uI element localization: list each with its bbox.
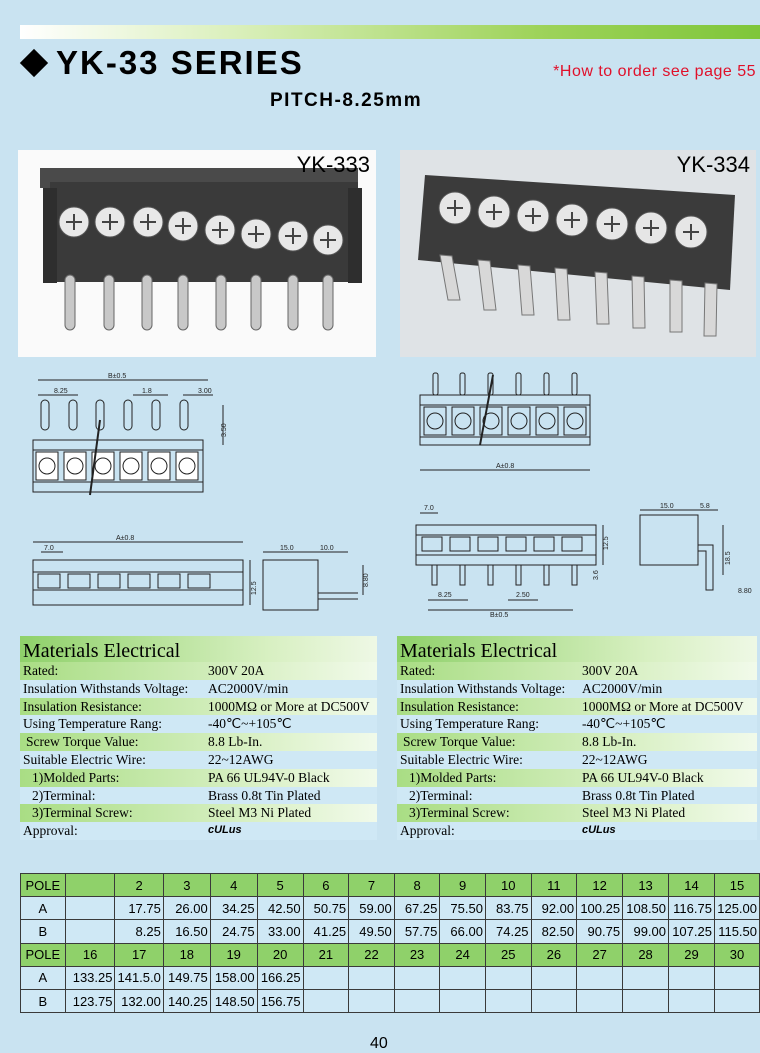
spec-row: Screw Torque Value: 8.8 Lb-In. bbox=[397, 733, 757, 751]
table-cell: 107.25 bbox=[669, 920, 715, 943]
row-header: B bbox=[21, 989, 66, 1012]
table-cell: 74.25 bbox=[485, 920, 531, 943]
table-cell: 4 bbox=[210, 874, 257, 897]
table-cell bbox=[349, 966, 395, 989]
spec-panel-yk334 bbox=[397, 636, 757, 840]
dim-25-334: 2.50 bbox=[516, 592, 530, 599]
table-cell bbox=[577, 989, 623, 1012]
table-cell: 8.25 bbox=[115, 920, 163, 943]
table-cell: 156.75 bbox=[257, 989, 303, 1012]
table-cell: 166.25 bbox=[257, 966, 303, 989]
spec-row: Rated: 300V 20A bbox=[397, 662, 757, 680]
table-cell bbox=[65, 920, 115, 943]
spec-row: Using Temperature Rang: -40℃~+105℃ bbox=[397, 715, 757, 733]
dim-88: 8.80 bbox=[363, 573, 370, 587]
table-cell: 83.75 bbox=[485, 897, 531, 920]
table-cell: 59.00 bbox=[349, 897, 395, 920]
table-cell: 3 bbox=[163, 874, 210, 897]
table-cell bbox=[669, 989, 715, 1012]
photo-yk333 bbox=[18, 150, 376, 357]
table-cell: 15 bbox=[714, 874, 759, 897]
technical-drawing-yk334 bbox=[398, 365, 758, 620]
dim-pitch-334: 8.25 bbox=[438, 592, 452, 599]
table-row bbox=[21, 897, 760, 920]
table-cell bbox=[485, 966, 531, 989]
table-cell: 14 bbox=[669, 874, 715, 897]
table-cell: 82.50 bbox=[531, 920, 577, 943]
table-cell: 27 bbox=[577, 943, 623, 966]
table-cell: 149.75 bbox=[163, 966, 210, 989]
table-cell: 29 bbox=[669, 943, 715, 966]
table-cell: 158.00 bbox=[210, 966, 257, 989]
table-cell bbox=[577, 966, 623, 989]
table-cell bbox=[303, 989, 349, 1012]
table-cell: 133.25 bbox=[65, 966, 115, 989]
table-cell: 125.00 bbox=[714, 897, 759, 920]
row-header: A bbox=[21, 966, 66, 989]
table-cell: 99.00 bbox=[623, 920, 669, 943]
table-cell: 7 bbox=[349, 874, 395, 897]
dim-b-334: B±0.5 bbox=[490, 612, 509, 619]
table-cell: 19 bbox=[210, 943, 257, 966]
technical-drawing-yk333 bbox=[18, 365, 378, 620]
spec-row: Suitable Electric Wire: 22~12AWG bbox=[397, 751, 757, 769]
spec-row: 1)Molded Parts: PA 66 UL94V-0 Black bbox=[397, 769, 757, 787]
table-cell: 10 bbox=[485, 874, 531, 897]
dim-a: A±0.8 bbox=[116, 535, 135, 542]
dim-88-334: 8.80 bbox=[738, 588, 752, 595]
table-cell: 34.25 bbox=[210, 897, 257, 920]
dim-150-334: 15.0 bbox=[660, 503, 674, 510]
spec-row: 2)Terminal: Brass 0.8t Tin Plated bbox=[20, 787, 377, 805]
table-cell: 11 bbox=[531, 874, 577, 897]
table-cell: 26.00 bbox=[163, 897, 210, 920]
table-cell bbox=[440, 989, 486, 1012]
table-cell: 2 bbox=[115, 874, 163, 897]
table-row bbox=[21, 966, 760, 989]
spec-row: Insulation Resistance: 1000MΩ or More at DC500V bbox=[397, 698, 757, 716]
table-cell: 6 bbox=[303, 874, 349, 897]
page-number: 40 bbox=[370, 1035, 388, 1052]
pitch-heading: PITCH-8.25mm bbox=[270, 90, 423, 111]
table-cell bbox=[714, 989, 759, 1012]
table-cell: 148.50 bbox=[210, 989, 257, 1012]
table-cell: 16 bbox=[65, 943, 115, 966]
row-header: POLE bbox=[21, 874, 66, 897]
table-cell: 50.75 bbox=[303, 897, 349, 920]
table-row bbox=[21, 943, 760, 966]
table-row bbox=[21, 989, 760, 1012]
table-cell: 42.50 bbox=[257, 897, 303, 920]
table-cell: 21 bbox=[303, 943, 349, 966]
spec-row: 3)Terminal Screw: Steel M3 Ni Plated bbox=[397, 804, 757, 822]
table-cell: 26 bbox=[531, 943, 577, 966]
diamond-bullet-icon bbox=[20, 49, 48, 77]
spec-row: Insulation Withstands Voltage: AC2000V/min bbox=[20, 680, 377, 698]
dim-pitch: 8.25 bbox=[54, 388, 68, 395]
table-cell bbox=[714, 966, 759, 989]
table-cell: 18 bbox=[163, 943, 210, 966]
spec-row: Insulation Resistance: 1000MΩ or More at DC500V bbox=[20, 698, 377, 716]
table-cell: 28 bbox=[623, 943, 669, 966]
table-cell: 116.75 bbox=[669, 897, 715, 920]
spec-title: Materials Electrical bbox=[397, 636, 757, 662]
order-note: *How to order see page 55 bbox=[553, 63, 756, 80]
ul-approval-icon: cULus bbox=[582, 824, 616, 837]
row-header: B bbox=[21, 920, 66, 943]
table-cell: 24.75 bbox=[210, 920, 257, 943]
table-cell: 141.5.0 bbox=[115, 966, 163, 989]
dim-125-334: 12.5 bbox=[603, 536, 610, 550]
terminal-block-photo-yk334 bbox=[400, 150, 756, 357]
table-cell bbox=[394, 989, 440, 1012]
table-cell bbox=[303, 966, 349, 989]
table-cell bbox=[440, 966, 486, 989]
table-cell: 33.00 bbox=[257, 920, 303, 943]
table-cell: 132.00 bbox=[115, 989, 163, 1012]
table-cell bbox=[669, 966, 715, 989]
table-cell: 90.75 bbox=[577, 920, 623, 943]
dim-185-334: 18.5 bbox=[725, 551, 732, 565]
pole-dimension-table bbox=[20, 873, 760, 1013]
photo-yk334 bbox=[400, 150, 756, 357]
photo-label-yk334: YK-334 bbox=[676, 152, 750, 177]
table-cell: 100.25 bbox=[577, 897, 623, 920]
table-cell: 8 bbox=[394, 874, 440, 897]
table-cell: 9 bbox=[440, 874, 486, 897]
dim-a-334: A±0.8 bbox=[496, 463, 515, 470]
table-row bbox=[21, 874, 760, 897]
spec-title: Materials Electrical bbox=[20, 636, 377, 662]
table-cell bbox=[623, 966, 669, 989]
dim-70: 7.0 bbox=[44, 545, 54, 552]
table-cell bbox=[485, 989, 531, 1012]
dim-35: 3.50 bbox=[221, 423, 228, 437]
dim-b: B±0.5 bbox=[108, 373, 127, 380]
photo-label-yk333: YK-333 bbox=[296, 152, 370, 177]
table-cell: 57.75 bbox=[394, 920, 440, 943]
table-cell bbox=[65, 897, 115, 920]
table-cell: 75.50 bbox=[440, 897, 486, 920]
table-cell: 13 bbox=[623, 874, 669, 897]
table-cell: 30 bbox=[714, 943, 759, 966]
spec-row: Using Temperature Rang: -40℃~+105℃ bbox=[20, 715, 377, 733]
table-cell: 25 bbox=[485, 943, 531, 966]
table-cell: 16.50 bbox=[163, 920, 210, 943]
spec-panel-yk333 bbox=[20, 636, 377, 840]
table-cell: 41.25 bbox=[303, 920, 349, 943]
table-cell bbox=[623, 989, 669, 1012]
table-cell: 140.25 bbox=[163, 989, 210, 1012]
table-cell: 5 bbox=[257, 874, 303, 897]
table-cell: 115.50 bbox=[714, 920, 759, 943]
table-cell: 66.00 bbox=[440, 920, 486, 943]
ul-approval-icon: cULus bbox=[208, 824, 242, 837]
table-cell: 17 bbox=[115, 943, 163, 966]
spec-row: Approval: cULus bbox=[397, 822, 757, 840]
spec-row: Suitable Electric Wire: 22~12AWG bbox=[20, 751, 377, 769]
spec-row: Rated: 300V 20A bbox=[20, 662, 377, 680]
table-cell: 17.75 bbox=[115, 897, 163, 920]
dim-58-334: 5.8 bbox=[700, 503, 710, 510]
table-cell: 24 bbox=[440, 943, 486, 966]
table-cell: 20 bbox=[257, 943, 303, 966]
table-cell: 92.00 bbox=[531, 897, 577, 920]
spec-row: 2)Terminal: Brass 0.8t Tin Plated bbox=[397, 787, 757, 805]
table-cell: 123.75 bbox=[65, 989, 115, 1012]
dim-36-334: 3.6 bbox=[593, 570, 600, 580]
table-cell bbox=[394, 966, 440, 989]
dim-150: 15.0 bbox=[280, 545, 294, 552]
spec-row: 1)Molded Parts: PA 66 UL94V-0 Black bbox=[20, 769, 377, 787]
row-header: A bbox=[21, 897, 66, 920]
table-cell bbox=[65, 874, 115, 897]
dim-70-334: 7.0 bbox=[424, 505, 434, 512]
dim-18: 1.8 bbox=[142, 388, 152, 395]
table-cell: 22 bbox=[349, 943, 395, 966]
table-cell: 23 bbox=[394, 943, 440, 966]
table-cell: 12 bbox=[577, 874, 623, 897]
dim-300: 3.00 bbox=[198, 388, 212, 395]
spec-row: 3)Terminal Screw: Steel M3 Ni Plated bbox=[20, 804, 377, 822]
spec-row: Screw Torque Value: 8.8 Lb-In. bbox=[20, 733, 377, 751]
table-cell bbox=[531, 989, 577, 1012]
spec-row: Approval: cULus bbox=[20, 822, 377, 840]
header-gradient-bar bbox=[20, 25, 760, 39]
row-header: POLE bbox=[21, 943, 66, 966]
table-cell: 108.50 bbox=[623, 897, 669, 920]
dim-125: 12.5 bbox=[251, 581, 258, 595]
series-title: YK-33 SERIES bbox=[18, 44, 304, 82]
table-cell bbox=[531, 966, 577, 989]
table-cell: 67.25 bbox=[394, 897, 440, 920]
table-cell bbox=[349, 989, 395, 1012]
terminal-block-photo-yk333 bbox=[18, 150, 376, 357]
dim-100: 10.0 bbox=[320, 545, 334, 552]
table-row bbox=[21, 920, 760, 943]
table-cell: 49.50 bbox=[349, 920, 395, 943]
spec-row: Insulation Withstands Voltage: AC2000V/min bbox=[397, 680, 757, 698]
